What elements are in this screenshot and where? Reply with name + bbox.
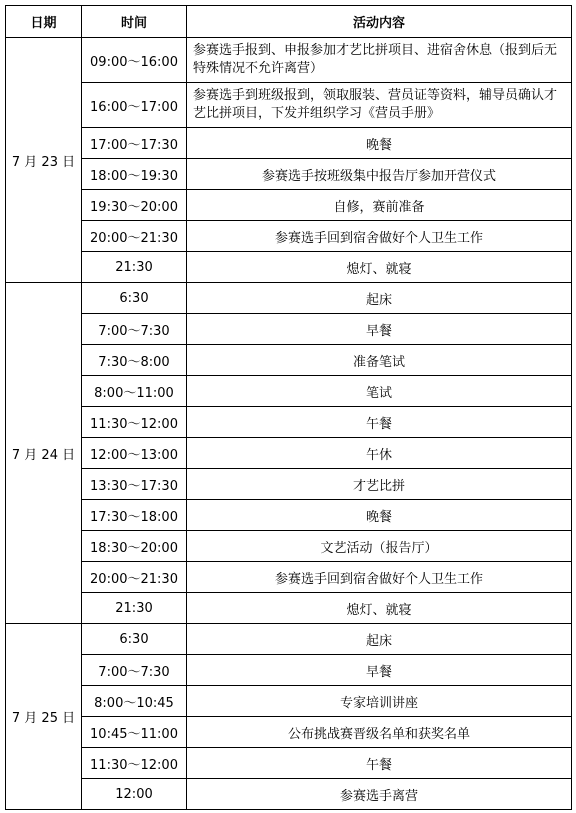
table-row bbox=[6, 376, 572, 407]
time-cell: 12:00 bbox=[82, 779, 187, 810]
table-row bbox=[6, 717, 572, 748]
schedule-table bbox=[5, 5, 572, 810]
activity-cell: 午餐 bbox=[187, 748, 572, 779]
table-row bbox=[6, 686, 572, 717]
date-cell: 7 月 23 日 bbox=[6, 38, 82, 283]
time-cell: 21:30 bbox=[82, 593, 187, 624]
time-cell: 7:30～8:00 bbox=[82, 345, 187, 376]
table-row bbox=[6, 252, 572, 283]
table-row bbox=[6, 283, 572, 314]
header-date: 日期 bbox=[6, 6, 82, 38]
header-activity: 活动内容 bbox=[187, 6, 572, 38]
activity-cell: 参赛选手按班级集中报告厅参加开营仪式 bbox=[187, 159, 572, 190]
time-cell: 16:00～17:00 bbox=[82, 83, 187, 128]
time-cell: 09:00～16:00 bbox=[82, 38, 187, 83]
activity-cell: 公布挑战赛晋级名单和获奖名单 bbox=[187, 717, 572, 748]
table-row bbox=[6, 83, 572, 128]
time-cell: 21:30 bbox=[82, 252, 187, 283]
table-row bbox=[6, 655, 572, 686]
table-row bbox=[6, 190, 572, 221]
table-row bbox=[6, 314, 572, 345]
time-cell: 10:45～11:00 bbox=[82, 717, 187, 748]
table-row bbox=[6, 345, 572, 376]
activity-cell: 才艺比拼 bbox=[187, 469, 572, 500]
table-row bbox=[6, 469, 572, 500]
table-row bbox=[6, 38, 572, 83]
time-cell: 11:30～12:00 bbox=[82, 407, 187, 438]
time-cell: 19:30～20:00 bbox=[82, 190, 187, 221]
time-cell: 20:00～21:30 bbox=[82, 562, 187, 593]
table-row bbox=[6, 128, 572, 159]
time-cell: 8:00～11:00 bbox=[82, 376, 187, 407]
activity-cell: 参赛选手到班级报到，领取服装、营员证等资料，辅导员确认才艺比拼项目，下发并组织学习《营员手册》 bbox=[187, 83, 572, 128]
table-row bbox=[6, 221, 572, 252]
activity-cell: 熄灯、就寝 bbox=[187, 593, 572, 624]
table-row bbox=[6, 562, 572, 593]
table-row bbox=[6, 624, 572, 655]
time-cell: 13:30～17:30 bbox=[82, 469, 187, 500]
activity-cell: 午餐 bbox=[187, 407, 572, 438]
activity-cell: 文艺活动（报告厅） bbox=[187, 531, 572, 562]
activity-cell: 起床 bbox=[187, 624, 572, 655]
activity-cell: 参赛选手离营 bbox=[187, 779, 572, 810]
activity-cell: 自修，赛前准备 bbox=[187, 190, 572, 221]
table-row bbox=[6, 407, 572, 438]
activity-cell: 参赛选手回到宿舍做好个人卫生工作 bbox=[187, 562, 572, 593]
time-cell: 20:00～21:30 bbox=[82, 221, 187, 252]
activity-cell: 熄灯、就寝 bbox=[187, 252, 572, 283]
table-row bbox=[6, 531, 572, 562]
activity-cell: 笔试 bbox=[187, 376, 572, 407]
table-row bbox=[6, 438, 572, 469]
activity-cell: 早餐 bbox=[187, 314, 572, 345]
time-cell: 8:00～10:45 bbox=[82, 686, 187, 717]
header-time: 时间 bbox=[82, 6, 187, 38]
time-cell: 6:30 bbox=[82, 624, 187, 655]
date-cell: 7 月 24 日 bbox=[6, 283, 82, 624]
activity-cell: 起床 bbox=[187, 283, 572, 314]
time-cell: 7:00～7:30 bbox=[82, 314, 187, 345]
time-cell: 6:30 bbox=[82, 283, 187, 314]
time-cell: 17:30～18:00 bbox=[82, 500, 187, 531]
time-cell: 11:30～12:00 bbox=[82, 748, 187, 779]
table-row bbox=[6, 779, 572, 810]
activity-cell: 午休 bbox=[187, 438, 572, 469]
table-row bbox=[6, 593, 572, 624]
header-row bbox=[6, 6, 572, 38]
time-cell: 18:00～19:30 bbox=[82, 159, 187, 190]
time-cell: 17:00～17:30 bbox=[82, 128, 187, 159]
activity-cell: 参赛选手报到、申报参加才艺比拼项目、进宿舍休息（报到后无特殊情况不允许离营） bbox=[187, 38, 572, 83]
activity-cell: 准备笔试 bbox=[187, 345, 572, 376]
time-cell: 12:00～13:00 bbox=[82, 438, 187, 469]
activity-cell: 专家培训讲座 bbox=[187, 686, 572, 717]
table-row bbox=[6, 159, 572, 190]
table-row bbox=[6, 500, 572, 531]
date-cell: 7 月 25 日 bbox=[6, 624, 82, 810]
schedule-body bbox=[6, 38, 572, 810]
table-row bbox=[6, 748, 572, 779]
activity-cell: 晚餐 bbox=[187, 500, 572, 531]
time-cell: 7:00～7:30 bbox=[82, 655, 187, 686]
activity-cell: 早餐 bbox=[187, 655, 572, 686]
time-cell: 18:30～20:00 bbox=[82, 531, 187, 562]
activity-cell: 参赛选手回到宿舍做好个人卫生工作 bbox=[187, 221, 572, 252]
activity-cell: 晚餐 bbox=[187, 128, 572, 159]
